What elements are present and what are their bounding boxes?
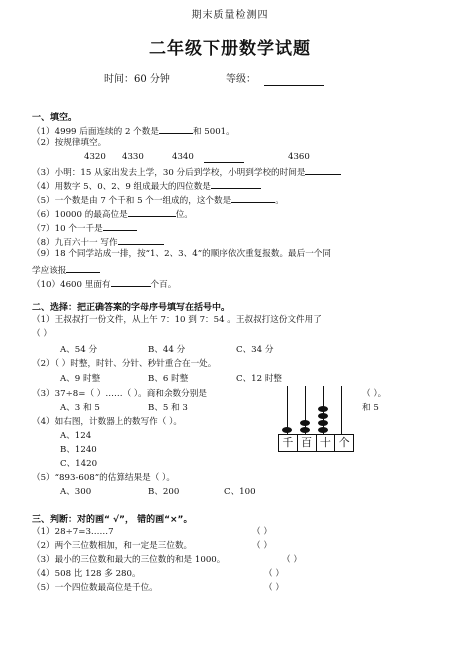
question-1-3 bbox=[32, 165, 341, 179]
option-c[interactable]: C、100 bbox=[224, 487, 256, 497]
exam-type: 期末质量检测四 bbox=[191, 10, 269, 21]
answer-blank[interactable] bbox=[128, 207, 176, 217]
q1-3-text: （3）小明：15 从家出发去上学，30 分后到学校，小明到学校的时间是 bbox=[32, 168, 306, 178]
option-b[interactable]: B、44 分 bbox=[148, 345, 186, 355]
abacus-bead bbox=[282, 427, 292, 433]
abacus-label-thousands: 千 bbox=[279, 435, 298, 451]
answer-blank[interactable] bbox=[111, 277, 151, 287]
question-2-5: （5）“893-608”的估算结果是（ ）。 bbox=[32, 473, 175, 483]
option-a[interactable]: A、300 bbox=[60, 487, 92, 497]
judge-item: （5）一个四位数最高位是千位。 bbox=[32, 583, 158, 593]
answer-blank[interactable] bbox=[66, 263, 100, 273]
question-2-3: （3）37÷8=（ ）……（ ）。商和余数分别是 bbox=[32, 389, 207, 399]
q1-9-text: 学应该报 bbox=[32, 266, 67, 276]
judge-paren[interactable]: （ ） bbox=[264, 583, 284, 593]
abacus-bead bbox=[300, 420, 310, 426]
question-2-1-line1: （1）王叔叔打一份文件，从上午 7：10 到 7：54 。王叔叔打这份文件用了 bbox=[32, 315, 322, 325]
judge-item: （3）最小的三位数和最大的三位数的和是 1000。 bbox=[32, 555, 226, 565]
judge-item: （1）28÷7=3……7 bbox=[32, 527, 114, 537]
q1-6-text: （6）10000 的最高位是 bbox=[32, 210, 128, 220]
abacus-figure bbox=[278, 386, 354, 454]
abacus-rod-ones bbox=[341, 386, 342, 434]
option-c[interactable]: C、12 时整 bbox=[236, 374, 283, 384]
question-1-2: （2）按规律填空。 bbox=[32, 138, 107, 148]
judge-paren[interactable]: （ ） bbox=[252, 527, 272, 537]
option-b[interactable]: B、6 时整 bbox=[148, 374, 189, 384]
q1-6-tail: 位。 bbox=[175, 210, 193, 220]
section2-heading: 二、选择：把正确答案的字母序号填写在括号中。 bbox=[32, 303, 231, 313]
abacus-bead bbox=[318, 420, 328, 426]
answer-blank[interactable] bbox=[204, 162, 244, 163]
sequence-number: 4360 bbox=[288, 152, 310, 162]
judge-paren[interactable]: （ ） bbox=[282, 555, 302, 565]
section1-heading: 一、填空。 bbox=[32, 113, 78, 123]
q1-7-text: （7）10 个一千是 bbox=[32, 224, 103, 234]
abacus-label-hundreds: 百 bbox=[298, 435, 317, 451]
sequence-number: 4330 bbox=[122, 152, 144, 162]
q1-10-tail: 个百。 bbox=[150, 280, 177, 290]
option-c[interactable]: C、34 分 bbox=[236, 345, 274, 355]
abacus-bead bbox=[300, 427, 310, 433]
time-label: 时间：60 分钟 bbox=[104, 74, 170, 85]
abacus-place-labels bbox=[278, 434, 354, 452]
judge-paren[interactable]: （ ） bbox=[252, 541, 272, 551]
question-1-7 bbox=[32, 221, 137, 235]
q1-1-tail: 和 5001。 bbox=[192, 127, 235, 137]
option-a[interactable]: A、9 时整 bbox=[60, 374, 101, 384]
answer-blank[interactable] bbox=[103, 221, 137, 231]
grade-blank[interactable] bbox=[264, 85, 324, 86]
option-a[interactable]: A、124 bbox=[60, 431, 92, 441]
abacus-bead bbox=[318, 413, 328, 419]
question-1-4 bbox=[32, 179, 261, 193]
q1-10-text: （10）4600 里面有 bbox=[32, 280, 111, 290]
q1-8-text: （8）九百六十一 写作 bbox=[32, 238, 118, 248]
question-1-10 bbox=[32, 277, 176, 291]
answer-paren[interactable]: （ ） bbox=[32, 329, 52, 339]
answer-blank[interactable] bbox=[159, 124, 193, 134]
sequence-number: 4320 bbox=[84, 152, 106, 162]
sequence-number: 4340 bbox=[172, 152, 194, 162]
grade-label: 等级： bbox=[226, 74, 256, 85]
answer-blank[interactable] bbox=[231, 193, 275, 203]
question-1-1 bbox=[32, 124, 235, 138]
abacus-bead bbox=[318, 406, 328, 412]
abacus-label-tens: 十 bbox=[317, 435, 336, 451]
page-title: 二年级下册数学试题 bbox=[149, 39, 311, 59]
answer-blank[interactable] bbox=[118, 235, 164, 245]
q1-4-text: （4）用数字 5、0、2、9 组成最大的四位数是 bbox=[32, 182, 211, 192]
section3-heading: 三、判断：对的画“ √”， 错的画“×”。 bbox=[32, 515, 193, 525]
question-1-6 bbox=[32, 207, 193, 221]
abacus-bead bbox=[318, 427, 328, 433]
question-1-8 bbox=[32, 235, 164, 249]
question-2-2: （2）（ ）时整，时针、分针、秒针重合在一处。 bbox=[32, 359, 217, 369]
judge-paren[interactable]: （ ） bbox=[264, 569, 284, 579]
answer-blank[interactable] bbox=[305, 165, 341, 175]
q1-5-text: （5）一个数是由 7 个千和 5 个一组成的，这个数是 bbox=[32, 196, 232, 206]
option-b[interactable]: B、200 bbox=[148, 487, 180, 497]
question-1-9-line2 bbox=[32, 263, 100, 277]
option-a[interactable]: A、54 分 bbox=[60, 345, 98, 355]
abacus-label-ones: 个 bbox=[338, 436, 350, 449]
judge-item: （2）两个三位数相加，和一定是三位数。 bbox=[32, 541, 193, 551]
option-b[interactable]: B、1240 bbox=[60, 445, 97, 455]
q1-5-tail: 。 bbox=[275, 196, 284, 206]
answer-blank[interactable] bbox=[211, 179, 261, 189]
option-c-tail[interactable]: 和 5 bbox=[362, 403, 379, 413]
q1-1-text: （1）4999 后面连续的 2 个数是 bbox=[32, 127, 159, 137]
option-c[interactable]: C、1420 bbox=[60, 459, 98, 469]
answer-paren[interactable]: （ ）。 bbox=[362, 389, 387, 399]
option-b[interactable]: B、5 和 3 bbox=[148, 403, 188, 413]
judge-item: （4）508 比 128 多 280。 bbox=[32, 569, 141, 579]
option-a[interactable]: A、3 和 5 bbox=[60, 403, 100, 413]
question-1-5 bbox=[32, 193, 284, 207]
question-1-9-line1: （9）18 个同学站成一排，按“1、2、3、4”的顺序依次重复报数。最后一个同 bbox=[32, 249, 332, 259]
question-2-4: （4）如右图，计数器上的数写作（ ）。 bbox=[32, 417, 182, 427]
